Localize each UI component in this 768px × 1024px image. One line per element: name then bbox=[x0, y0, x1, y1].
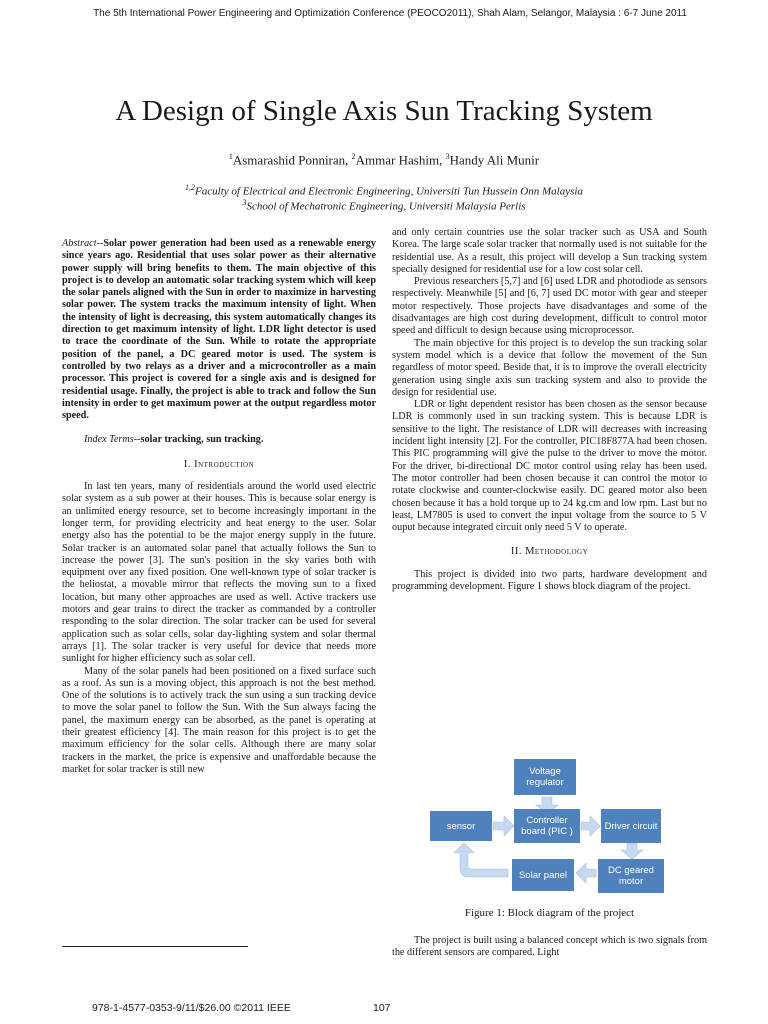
method-paragraph-1: This project is divided into two parts, hardware development and programming development. Figure 1 shows block diagram of the project. bbox=[392, 568, 707, 593]
author-2: Ammar Hashim, bbox=[355, 152, 446, 168]
intro-paragraph-4: Previous researchers [5,7] and [6] used LDR and photodiode as sensors respectively. Meanwhile [5] and [6, 7] used DC motor with gear and steeper motor respectively. Those projects have disadvantages and some of the disadvantages are high cost during development, difficult to control motor speed and difficult to design because using microprocessor. bbox=[392, 276, 707, 337]
abstract-text: Solar power generation had been used as a renewable energy since years ago. Residential that uses solar power as their alternative power supply will bring benefits to them. The main objective of this project is to develop an automatic solar tracking system which will keep the solar panels aligned with the Sun in order to maximize in harvesting solar power. The system tracks the maximum intensity of light. When the intensity of light is decreasing, this system automatically changes its direction to get maximum intensity of light. LDR light detector is used to trace the coordinate of the Sun. While to rotate the appropriate position of the panel, a DC geared motor is used. The system is controlled by two relays as a driver and a microcontroller as a main processor. This project is covered for a single axis and is designed for residential usage. Finally, the project is able to track and follow the Sun intensity in order to get maximum power at the output regardless motor speed. bbox=[62, 238, 376, 422]
copyright-footer: 978-1-4577-0353-9/11/$26.00 ©2011 IEEE bbox=[92, 1002, 291, 1014]
voltage-regulator-block: Voltage regulator bbox=[514, 759, 576, 795]
affiliation-2-sup: 3 bbox=[242, 198, 247, 207]
figure-caption: Figure 1: Block diagram of the project bbox=[464, 907, 635, 919]
index-terms-label: Index Terms-- bbox=[84, 434, 141, 446]
arrow-sensor-to-controller bbox=[493, 816, 514, 836]
abstract bbox=[62, 238, 376, 422]
intro-paragraph-1: In last ten years, many of residentials around the world used electric solar system as a sub power at their houses. This is because solar energy is an unlimited energy resource, set to become increasingly important in the longer term, for providing electricity and heat energy to the user. Solar energy also has the potential to be the major energy supply in the future. Solar tracker is an automated solar panel that actually follows the Sun to increase the power [3]. The sun's position in the sky varies both with equipment over any fixed position. One well-known type of solar tracker is the heliostat, a movable mirror that reflects the moving sun to a fixed location, but many other approaches are used as well. Active trackers use motors and gear trains to direct the tracker as commanded by a controller responding to the solar direction. The solar tracker can be used for several application such as solar cells, solar day-lighting system and solar thermal arrays [1]. The solar tracker is very useful for device that needs more sunlight for higher efficiency such as solar cell. bbox=[62, 481, 376, 665]
intro-paragraph-6: LDR or light dependent resistor has been chosen as the sensor because LDR is commonly used in sun tracking system. This is because LDR is sensitive to the light. The resistance of LDR will decreases with increasing incident light intensity [2]. For the controller, PIC18F877A had been chosen. This PIC programming will give the pulse to the driver to move the motor. For the driver, bi-directional DC motor control using relay has been used. The motor controller had been chosen because it can control the motor to rotate clockwise and counter-clockwise easily. DC geared motor also been chosen because it has a hold torque up to 24 kg.cm and low rpm. Last but no least, LM7805 is used to convert the input voltage from the source to 5 V ouput because integrated circuit only need 5 V to operate. bbox=[392, 399, 707, 534]
author-2-sup: 2 bbox=[351, 152, 356, 161]
solar-panel-block: Solar panel bbox=[512, 859, 574, 891]
intro-paragraph-3: and only certain countries use the solar tracker such as USA and South Korea. The large scale solar tracker that normally used is not suitable for the residential use. As a result, this project will develop a Sun tracking system specially designed for residential use for a low cost solar cell. bbox=[392, 227, 707, 275]
author-line bbox=[0, 152, 768, 168]
footnote-rule bbox=[62, 946, 248, 947]
paper-title: A Design of Single Axis Sun Tracking System bbox=[115, 95, 653, 127]
affiliation-2 bbox=[0, 198, 768, 213]
author-1-sup: 1 bbox=[228, 152, 233, 161]
author-3-sup: 3 bbox=[445, 152, 450, 161]
sensor-block: sensor bbox=[430, 811, 492, 841]
method-paragraph-2: The project is built using a balanced concept which is two signals from the different sensors are compared. Light bbox=[392, 935, 707, 959]
page-number: 107 bbox=[373, 1002, 391, 1014]
arrow-motor-to-panel bbox=[576, 863, 596, 883]
index-terms bbox=[62, 434, 376, 446]
author-3: Handy Ali Munir bbox=[449, 152, 540, 168]
section-heading-methodology: II. Methodology bbox=[510, 546, 589, 558]
arrow-panel-to-sensor bbox=[454, 843, 508, 877]
right-column bbox=[392, 227, 707, 593]
affiliation-1-sup: 1,2 bbox=[185, 183, 196, 192]
section-heading-introduction: I. Introduction bbox=[183, 458, 255, 470]
right-column-continued bbox=[392, 935, 707, 960]
index-terms-text: solar tracking, sun tracking. bbox=[140, 434, 264, 446]
driver-circuit-block: Driver circuit bbox=[601, 809, 661, 843]
affiliation-2-text: School of Mechatronic Engineering, Universiti Malaysia Perlis bbox=[246, 200, 526, 213]
affiliation-1 bbox=[0, 183, 768, 198]
controller-block: Controller board (PIC ) bbox=[514, 809, 580, 843]
affiliation-1-text: Faculty of Electrical and Electronic Engineering, Universiti Tun Hussein Onn Malaysia bbox=[195, 185, 583, 198]
abstract-label: Abstract-- bbox=[62, 238, 104, 249]
author-1: Asmarashid Ponniran, bbox=[232, 152, 352, 168]
arrow-driver-to-motor bbox=[621, 843, 643, 859]
intro-paragraph-2: Many of the solar panels had been positioned on a fixed surface such as a roof. As sun is a moving object, this approach is not the best method. One of the solutions is to actively track the sun using a sun tracking device to move the solar panel to follow the Sun. With the Sun always facing the panel, the maximum energy can be absorbed, as the panel is operating at their greatest efficiency [4]. The main reason for this project is to get the maximum efficiency for the solar cells. Although there are many solar trackers in the market, the price is expensive and unaffordable because the market for solar tracker is still new bbox=[62, 665, 376, 775]
arrow-controller-to-driver bbox=[581, 816, 600, 836]
left-column bbox=[62, 238, 376, 776]
block-diagram bbox=[428, 759, 678, 894]
dc-geared-motor-block: DC geared motor bbox=[598, 859, 664, 893]
conference-header: The 5th International Power Engineering and Optimization Conference (PEOCO2011), Shah Alam, Selangor, Malaysia : 6-7 June 2011 bbox=[93, 8, 687, 19]
intro-paragraph-5: The main objective for this project is to develop the sun tracking solar system model which is a device that follow the movement of the Sun regardless of motor speed. Beside that, it is to improve the overall electricity generation using single axis sun tracking system and also to provide the design for residential use. bbox=[392, 337, 707, 398]
